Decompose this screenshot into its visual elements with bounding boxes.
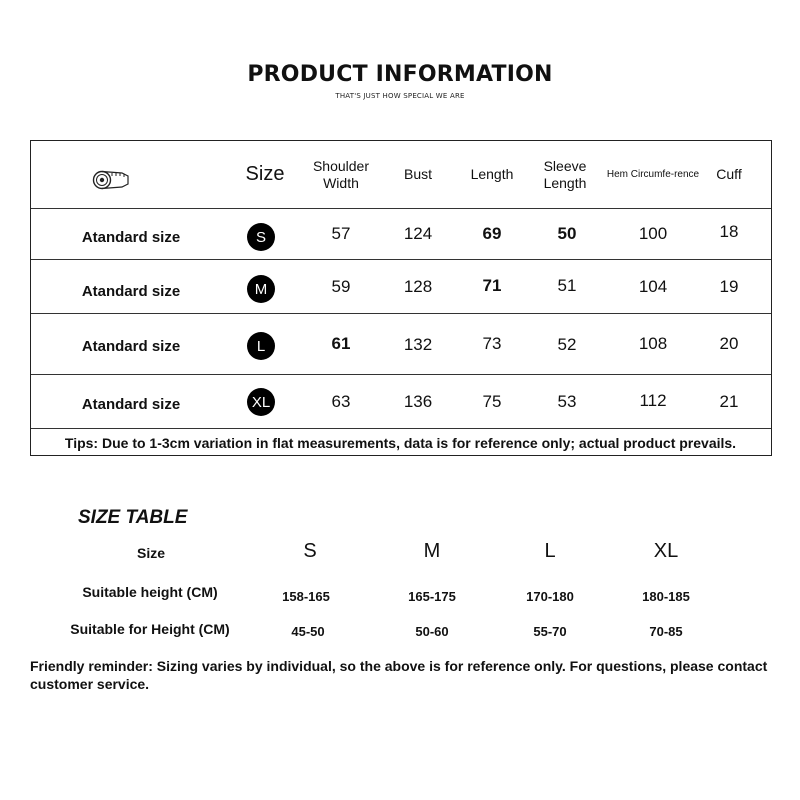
table-divider: [31, 208, 771, 209]
size-badge-l: L: [246, 330, 276, 362]
size-table-title: SIZE TABLE: [78, 507, 188, 528]
size-table-value: 170-180: [526, 588, 574, 604]
column-header-size: Size: [245, 163, 285, 185]
sleeve-length-value: 52: [557, 335, 577, 354]
size-badge-m: M: [246, 273, 276, 305]
size-table-header-label: Size: [136, 545, 165, 561]
row-label: Atandard size: [81, 282, 181, 300]
column-header-hem-circumference: Hem Circumfe-rence: [606, 168, 700, 180]
measurement-table: [30, 140, 772, 456]
size-table-row-label: Suitable for Height (CM): [70, 621, 230, 637]
length-value: 69: [482, 224, 502, 243]
length-value: 71: [482, 276, 502, 295]
hem-circumference-value: 112: [639, 391, 667, 410]
cuff-value: 20: [719, 334, 739, 353]
tips-note: Tips: Due to 1-3cm variation in flat measurements, data is for reference only; actual product prevails.: [64, 434, 737, 451]
hem-circumference-value: 108: [638, 334, 668, 353]
size-table-value: 180-185: [642, 588, 690, 604]
size-table-value: 50-60: [415, 623, 449, 639]
row-label: Atandard size: [81, 337, 181, 355]
bust-value: 128: [403, 277, 433, 296]
size-badge-s: S: [246, 221, 276, 253]
cuff-value: 19: [719, 277, 739, 296]
table-divider: [31, 374, 771, 375]
cuff-value: 18: [719, 222, 739, 241]
sleeve-length-value: 50: [557, 224, 577, 243]
bust-value: 124: [403, 224, 433, 243]
size-table-value: 165-175: [408, 588, 456, 604]
column-header-shoulder-width: Shoulder Width: [312, 157, 370, 191]
bust-value: 132: [403, 335, 433, 354]
page-subtitle: THAT'S JUST HOW SPECIAL WE ARE: [335, 92, 465, 100]
column-header-cuff: Cuff: [716, 166, 742, 182]
hem-circumference-value: 100: [638, 224, 668, 243]
size-table-value: 70-85: [649, 623, 683, 639]
length-value: 75: [482, 392, 502, 411]
size-table-row-label: Suitable height (CM): [82, 584, 218, 600]
size-table-value: 158-165: [282, 588, 330, 604]
shoulder-width-value: 59: [331, 277, 351, 296]
row-label: Atandard size: [81, 228, 181, 246]
tape-measure-icon: [89, 169, 133, 191]
size-table-size-l: L: [544, 539, 556, 562]
shoulder-width-value: 63: [331, 392, 351, 411]
sleeve-length-value: 51: [557, 276, 577, 295]
table-divider: [31, 313, 771, 314]
length-value: 73: [482, 334, 502, 353]
bust-value: 136: [403, 392, 433, 411]
table-divider: [31, 259, 771, 260]
column-header-sleeve-length: Sleeve Length: [543, 157, 587, 191]
shoulder-width-value: 57: [331, 224, 351, 243]
size-table-size-xl: XL: [653, 539, 679, 562]
hem-circumference-value: 104: [638, 277, 668, 296]
row-label: Atandard size: [81, 395, 181, 413]
cuff-value: 21: [719, 392, 739, 411]
page-title: PRODUCT INFORMATION: [247, 62, 553, 87]
shoulder-width-value: 61: [331, 334, 351, 353]
column-header-length: Length: [470, 166, 514, 182]
sleeve-length-value: 53: [557, 392, 577, 411]
size-table-size-s: S: [303, 539, 317, 562]
size-table-size-m: M: [423, 539, 441, 562]
column-header-bust: Bust: [403, 166, 432, 182]
size-badge-xl: XL: [246, 386, 276, 418]
size-table-value: 45-50: [291, 623, 325, 639]
friendly-reminder: Friendly reminder: Sizing varies by individual, so the above is for reference only. For questions, please contact customer service.: [30, 658, 768, 692]
size-table-value: 55-70: [533, 623, 567, 639]
